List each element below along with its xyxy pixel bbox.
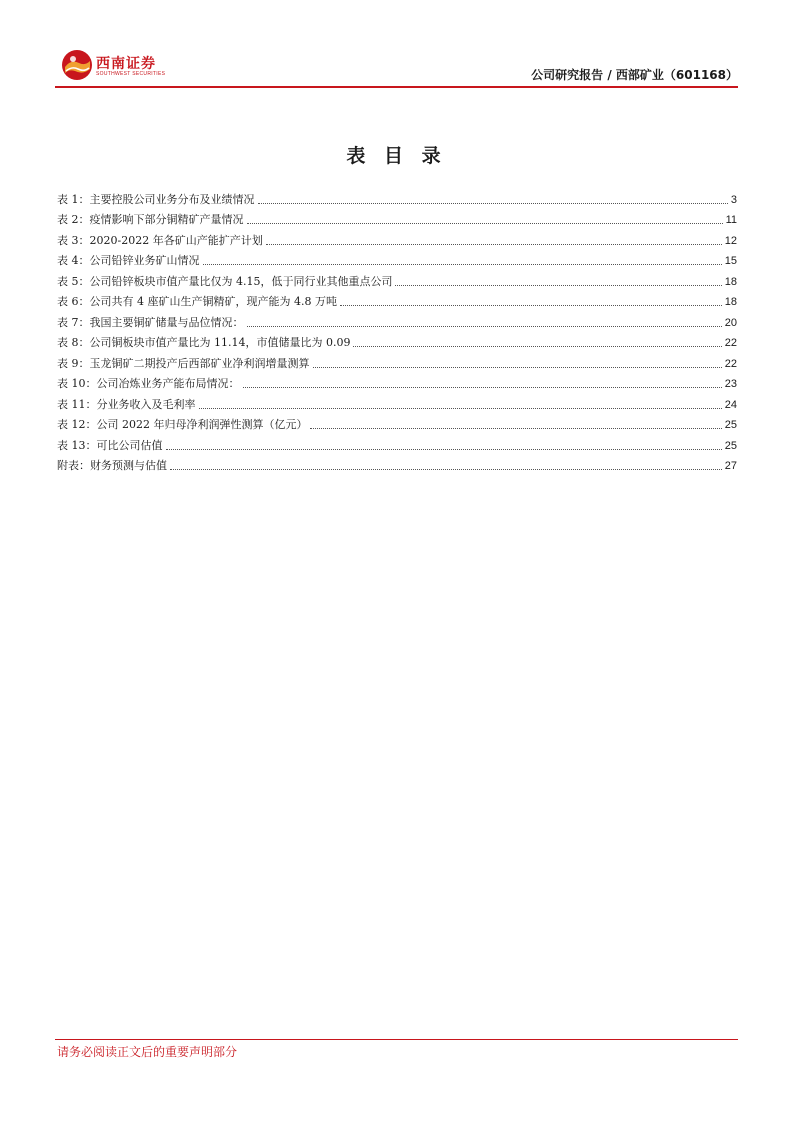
toc-entry-page[interactable]: 27 [724, 460, 737, 472]
toc-entry-page[interactable]: 24 [724, 398, 737, 411]
toc-entry[interactable] [57, 289, 737, 310]
toc-entry-label[interactable]: 表 5：公司铅锌板块市值产量比仅为 4.15，低于同行业其他重点公司 [57, 274, 393, 288]
toc-dot-leader [340, 304, 722, 306]
toc-entry[interactable] [57, 268, 737, 289]
toc-dot-leader [266, 243, 722, 245]
brand-name: 西南证券 [96, 56, 156, 72]
toc-entry-page[interactable]: 25 [724, 419, 737, 431]
toc-dot-leader [353, 345, 721, 347]
toc-entry-page[interactable]: 25 [724, 439, 737, 452]
toc-entry-page[interactable]: 3 [730, 193, 737, 206]
toc-entry-page[interactable]: 15 [724, 255, 737, 267]
toc-entry-label[interactable]: 表 7：我国主要铜矿储量与品位情况： [57, 315, 244, 329]
toc-entry-label[interactable]: 表 6：公司共有 4 座矿山生产铜精矿，现产能为 4.8 万吨 [57, 295, 337, 308]
brand-subtitle: SOUTHWEST SECURITIES [96, 71, 166, 77]
toc-entry-page[interactable]: 23 [724, 378, 737, 390]
footer-notice: 请务必阅读正文后的重要声明部分 [57, 1045, 238, 1059]
toc-entry-page[interactable]: 18 [724, 275, 737, 288]
toc-dot-leader [247, 222, 723, 224]
toc-entry[interactable] [57, 227, 737, 248]
toc-dot-leader [395, 284, 721, 286]
header-divider [55, 86, 738, 88]
toc-entry-label[interactable]: 表 4：公司铅锌业务矿山情况 [57, 254, 200, 267]
toc-entry[interactable] [57, 309, 737, 330]
toc-dot-leader [199, 407, 722, 409]
toc-entry-label[interactable]: 表 1：主要控股公司业务分布及业绩情况 [57, 192, 255, 206]
toc-entry-label[interactable]: 附表：财务预测与估值 [57, 459, 167, 472]
toc-entry[interactable] [57, 248, 737, 269]
toc-dot-leader [166, 448, 722, 450]
toc-dot-leader [258, 202, 728, 204]
toc-dot-leader [313, 366, 722, 368]
toc-entry[interactable] [57, 207, 737, 228]
toc-entry-page[interactable]: 18 [724, 296, 737, 308]
toc-title: 表 目 录 [346, 145, 447, 167]
toc-entry-label[interactable]: 表 12：公司 2022 年归母净利润弹性测算（亿元） [57, 418, 308, 431]
brand-logo [61, 49, 181, 85]
toc-entry[interactable] [57, 371, 737, 392]
toc-entry[interactable] [57, 330, 737, 351]
toc-entry-label[interactable]: 表 11：分业务收入及毛利率 [57, 397, 196, 411]
toc-entry-page[interactable]: 12 [724, 234, 737, 247]
toc-list [57, 186, 737, 473]
sun-swirl-logo-icon [61, 49, 93, 81]
toc-entry-page[interactable]: 22 [724, 337, 737, 349]
toc-entry-label[interactable]: 表 13：可比公司估值 [57, 438, 163, 452]
toc-entry-label[interactable]: 表 8：公司铜板块市值产量比为 11.14，市值储量比为 0.09 [57, 336, 351, 349]
report-header-title: 公司研究报告 / 西部矿业（601168） [531, 68, 738, 82]
toc-entry[interactable] [57, 432, 737, 453]
toc-dot-leader [243, 386, 722, 388]
toc-entry[interactable] [57, 412, 737, 433]
toc-entry-label[interactable]: 表 10：公司冶炼业务产能布局情况： [57, 377, 240, 390]
toc-entry-label[interactable]: 表 9：玉龙铜矿二期投产后西部矿业净利润增量测算 [57, 356, 310, 370]
toc-dot-leader [247, 325, 722, 327]
toc-entry-label[interactable]: 表 2：疫情影响下部分铜精矿产量情况 [57, 213, 244, 226]
toc-dot-leader [310, 427, 721, 429]
toc-entry[interactable] [57, 391, 737, 412]
toc-entry-page[interactable]: 11 [725, 214, 737, 226]
toc-dot-leader [170, 468, 722, 470]
footer-divider [55, 1039, 738, 1040]
toc-entry-label[interactable]: 表 3：2020-2022 年各矿山产能扩产计划 [57, 233, 263, 247]
toc-entry-page[interactable]: 22 [724, 357, 737, 370]
toc-entry[interactable] [57, 186, 737, 207]
toc-dot-leader [203, 263, 722, 265]
toc-entry[interactable] [57, 453, 737, 474]
toc-entry-page[interactable]: 20 [724, 316, 737, 329]
toc-entry[interactable] [57, 350, 737, 371]
